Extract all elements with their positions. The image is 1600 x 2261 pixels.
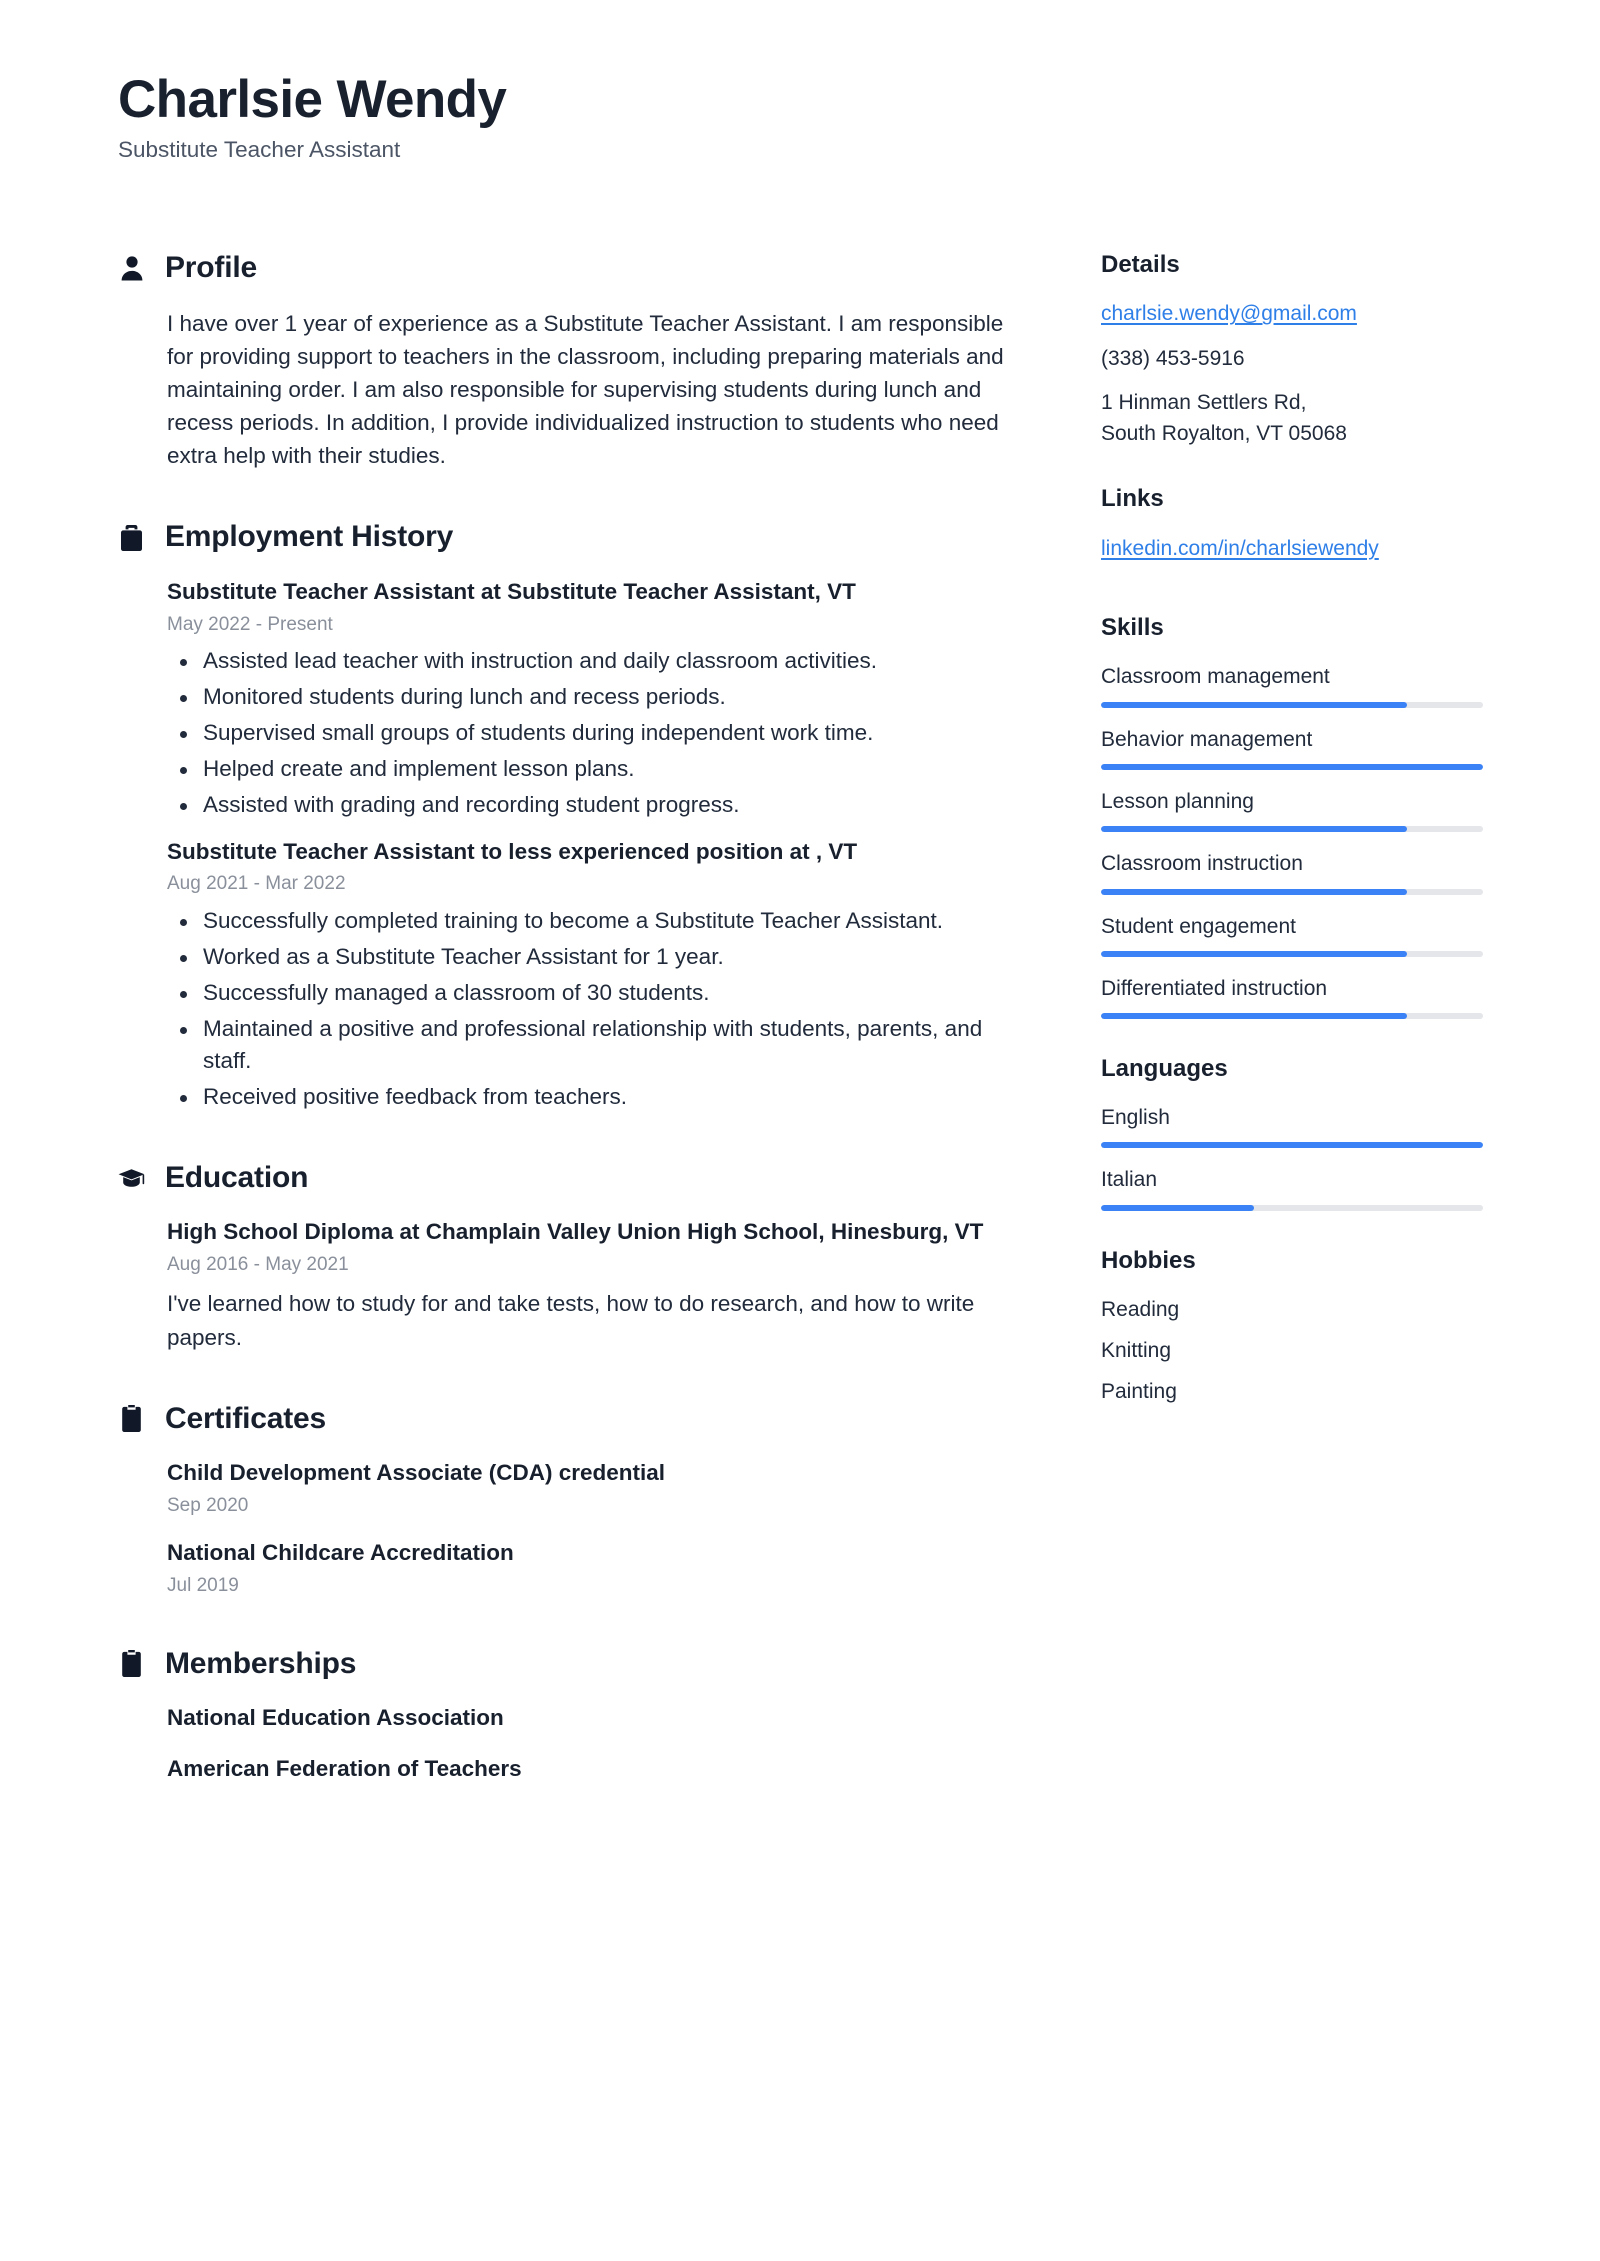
header-job-title: Substitute Teacher Assistant [118,137,401,163]
email-link[interactable]: charlsie.wendy@gmail.com [1101,302,1357,326]
clipboard-icon [118,1649,145,1679]
certificate-date: Jul 2019 [167,1574,239,1596]
list-item: Received positive feedback from teachers. [167,1081,1013,1113]
certificate-date: Sep 2020 [167,1494,249,1516]
education-entry-date: Aug 2016 - May 2021 [167,1253,349,1275]
profile-text: I have over 1 year of experience as a Substitute Teacher Assistant. I am responsible for providing support to teachers in the classroom, including preparing materials and maintaining order. I am also responsible for supervising students during lunch and recess periods. In addition, I provide individualized instruction to students who need extra help with their studies. [167,311,1004,469]
language-meter-fill [1101,1142,1483,1148]
section-header-certificates [118,1402,1013,1437]
sidebar-title-skills: Skills [1101,614,1164,642]
membership-title: American Federation of Teachers [167,1755,522,1781]
skill-row [1101,663,1483,707]
briefcase-icon [118,523,145,553]
education-entries [118,1217,1013,1353]
section-title-employment: Employment History [165,520,454,554]
sidebar-title-hobbies: Hobbies [1101,1246,1196,1274]
section-memberships [118,1647,1013,1785]
membership-entry [167,1754,1013,1785]
profile-body [118,307,1013,472]
resume-body [118,251,1482,1785]
skill-meter-fill [1101,702,1407,708]
skill-meter-fill [1101,951,1407,957]
sidebar-title-links: Links [1101,485,1164,513]
certificates-entries [118,1458,1013,1598]
section-employment [118,520,1013,1112]
education-entry [167,1217,1013,1353]
section-header-memberships [118,1647,1013,1682]
education-entry-title: High School Diploma at Champlain Valley Union High School, Hinesburg, VT [167,1219,984,1245]
employment-entry-bullets [167,645,1013,821]
skill-label: Classroom instruction [1101,852,1303,876]
list-item: Assisted lead teacher with instruction and daily classroom activities. [167,645,1013,677]
linkedin-link[interactable]: linkedin.com/in/charlsiewendy [1101,536,1379,560]
memberships-entries [118,1703,1013,1784]
section-title-memberships: Memberships [165,1646,357,1680]
address-line-2: South Royalton, VT 05068 [1101,421,1347,445]
employment-entry [167,577,1013,821]
sidebar-block-details [1101,251,1483,450]
certificate-title: Child Development Associate (CDA) credential [167,1460,666,1486]
skill-meter-fill [1101,889,1407,895]
list-item: Worked as a Substitute Teacher Assistant for 1 year. [167,941,1013,973]
sidebar-block-languages [1101,1055,1483,1210]
list-item: Helped create and implement lesson plans. [167,753,1013,785]
page-title: Charlsie Wendy [118,70,507,129]
skill-row [1101,913,1483,957]
list-item: Monitored students during lunch and recess periods. [167,681,1013,713]
certificate-title: National Childcare Accreditation [167,1540,514,1566]
skill-meter-track [1101,826,1483,832]
list-item: Assisted with grading and recording student progress. [167,789,1013,821]
skill-row [1101,850,1483,894]
membership-title: National Education Association [167,1705,504,1731]
list-item: Successfully managed a classroom of 30 students. [167,977,1013,1009]
employment-entry-bullets [167,905,1013,1113]
hobby-item: Knitting [1101,1338,1172,1362]
section-header-employment [118,520,1013,555]
employment-entry [167,837,1013,1113]
skill-meter-track [1101,764,1483,770]
section-certificates [118,1402,1013,1599]
user-icon [118,253,145,283]
clipboard-icon [118,1404,145,1434]
section-title-education: Education [165,1160,309,1194]
certificate-entry [167,1458,1013,1518]
section-title-profile: Profile [165,250,257,284]
employment-entries [118,577,1013,1113]
skill-meter-track [1101,1013,1483,1019]
skill-meter-track [1101,889,1483,895]
list-item: Maintained a positive and professional relationship with students, parents, and staff. [167,1013,1013,1077]
skill-row [1101,975,1483,1019]
certificate-entry [167,1538,1013,1598]
resume-header [118,70,1482,165]
main-column [118,251,1013,1785]
spacer [167,1524,1013,1538]
skill-label: Differentiated instruction [1101,976,1328,1000]
language-meter-track [1101,1205,1483,1211]
employment-entry-date: Aug 2021 - Mar 2022 [167,873,346,895]
skill-label: Student engagement [1101,914,1296,938]
graduation-cap-icon [118,1163,145,1193]
employment-entry-title: Substitute Teacher Assistant to less experienced position at , VT [167,838,858,864]
sidebar-block-hobbies [1101,1247,1483,1407]
section-profile [118,251,1013,473]
skill-label: Behavior management [1101,727,1313,751]
skill-row [1101,788,1483,832]
skill-row [1101,726,1483,770]
education-entry-description: I've learned how to study for and take tests, how to do research, and how to write papers. [167,1291,975,1350]
employment-entry-date: May 2022 - Present [167,613,333,635]
skill-meter-fill [1101,764,1483,770]
address-line-1: 1 Hinman Settlers Rd, [1101,391,1307,415]
membership-entry [167,1703,1013,1734]
skill-meter-fill [1101,1013,1407,1019]
language-row [1101,1104,1483,1148]
language-meter-track [1101,1142,1483,1148]
language-meter-fill [1101,1205,1254,1211]
language-label: English [1101,1106,1170,1130]
phone-text: (338) 453-5916 [1101,346,1245,370]
skill-meter-fill [1101,826,1407,832]
sidebar-title-languages: Languages [1101,1055,1228,1083]
language-label: Italian [1101,1168,1158,1192]
skill-meter-track [1101,951,1483,957]
section-header-education [118,1161,1013,1196]
list-item: Successfully completed training to become a Substitute Teacher Assistant. [167,905,1013,937]
hobby-item: Reading [1101,1297,1180,1321]
section-education [118,1161,1013,1354]
language-row [1101,1166,1483,1210]
sidebar-title-details: Details [1101,250,1180,278]
hobby-item: Painting [1101,1380,1177,1404]
section-title-certificates: Certificates [165,1401,327,1435]
sidebar [1101,251,1483,1407]
skill-meter-track [1101,702,1483,708]
skill-label: Lesson planning [1101,789,1254,813]
sidebar-block-skills [1101,614,1483,1019]
sidebar-block-links [1101,485,1483,578]
section-header-profile [118,251,1013,286]
employment-entry-title: Substitute Teacher Assistant at Substitute Teacher Assistant, VT [167,578,856,604]
spacer [167,1740,1013,1754]
list-item: Supervised small groups of students during independent work time. [167,717,1013,749]
skill-label: Classroom management [1101,665,1330,689]
